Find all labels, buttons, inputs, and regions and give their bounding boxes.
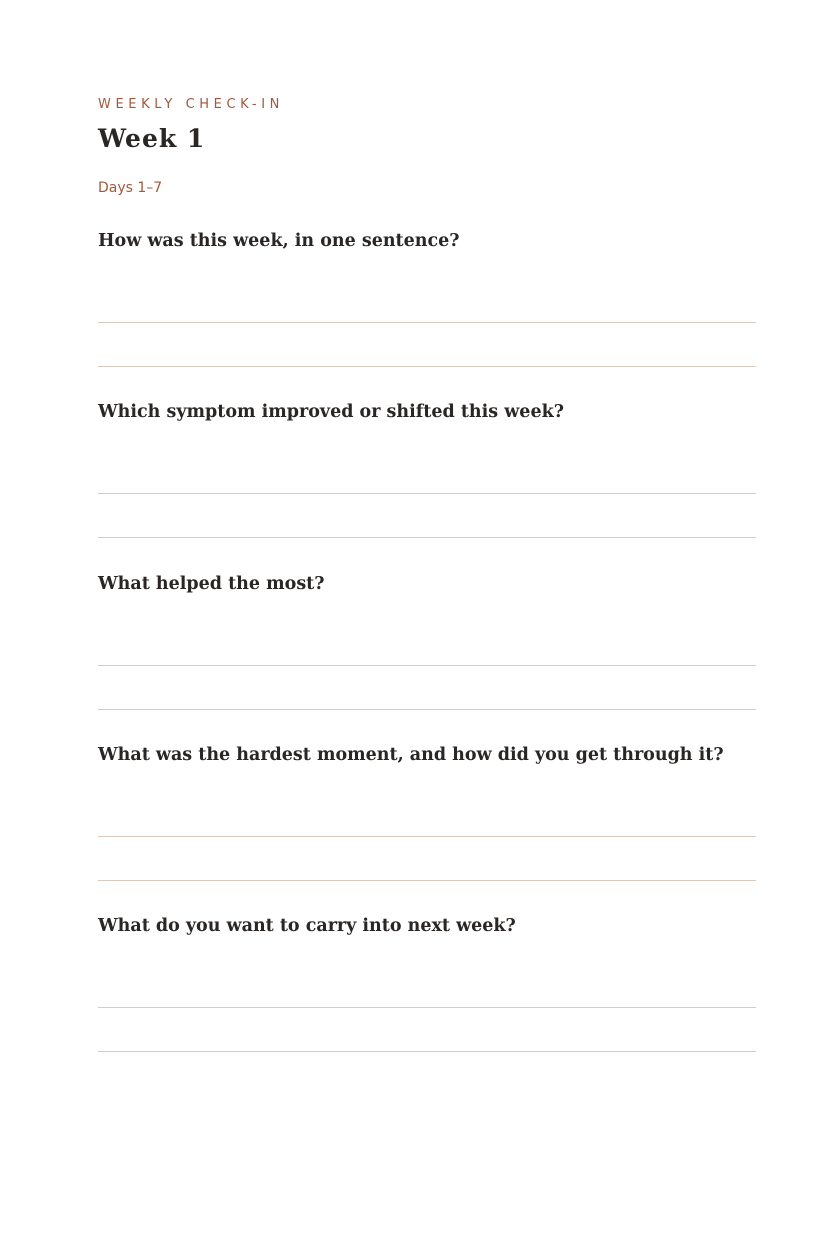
answer-line[interactable] — [98, 322, 756, 323]
answer-line[interactable] — [98, 880, 756, 881]
page-title: Week 1 — [98, 124, 206, 153]
question-prompt: What do you want to carry into next week? — [98, 916, 516, 936]
question-prompt: How was this week, in one sentence? — [98, 231, 460, 251]
answer-line[interactable] — [98, 836, 756, 837]
answer-line[interactable] — [98, 1051, 756, 1052]
question-prompt: Which symptom improved or shifted this week? — [98, 402, 564, 422]
answer-line[interactable] — [98, 366, 756, 367]
answer-line[interactable] — [98, 709, 756, 710]
question-prompt: What was the hardest moment, and how did you get through it? — [98, 745, 724, 765]
question-prompt: What helped the most? — [98, 574, 325, 594]
day-range: Days 1–7 — [98, 180, 163, 196]
section-eyebrow: WEEKLY CHECK-IN — [98, 97, 284, 112]
answer-line[interactable] — [98, 537, 756, 538]
answer-line[interactable] — [98, 1007, 756, 1008]
answer-line[interactable] — [98, 493, 756, 494]
answer-line[interactable] — [98, 665, 756, 666]
